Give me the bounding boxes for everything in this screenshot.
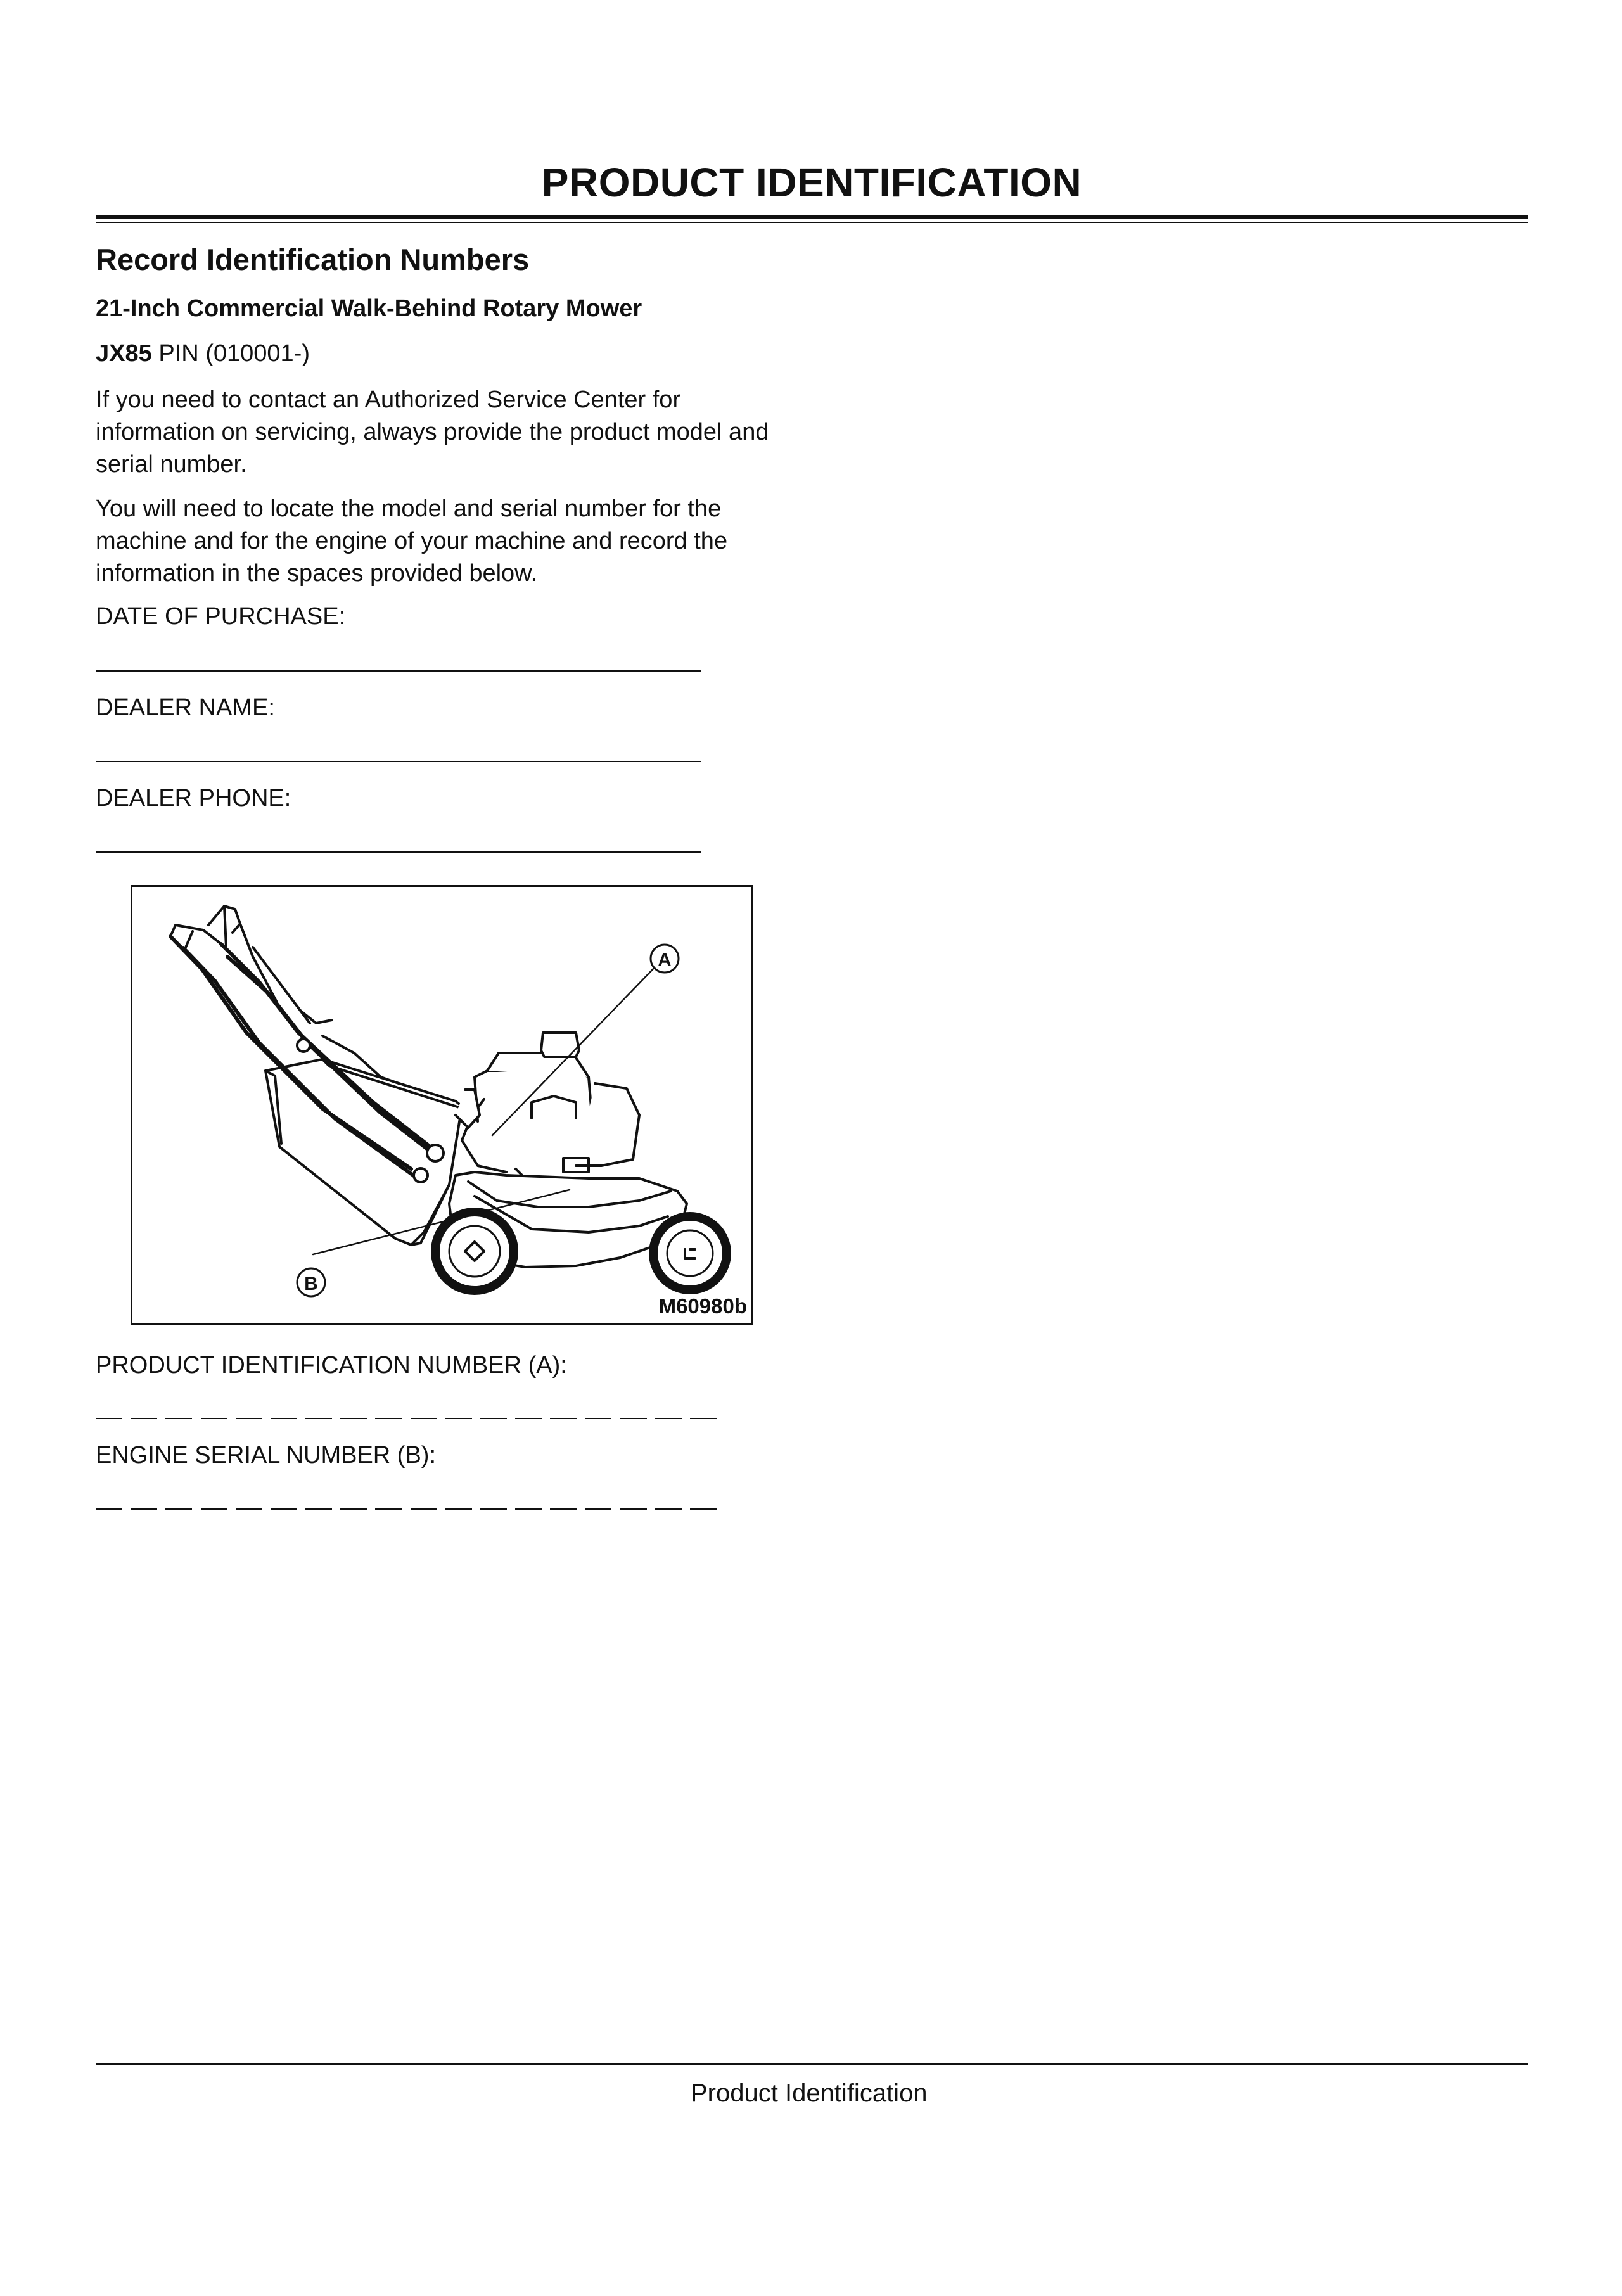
mower-illustration <box>132 887 751 1323</box>
header-rule-thin <box>96 222 1528 223</box>
footer-rule <box>96 2063 1528 2065</box>
paragraph-contact-service: If you need to contact an Authorized Service Center for information on servicing, always provide the product model and serial number. <box>96 386 769 478</box>
dealer-name-label: DEALER NAME: <box>96 694 275 721</box>
page-title: PRODUCT IDENTIFICATION <box>541 160 1082 205</box>
model-line <box>96 339 310 368</box>
engine-serial-label: ENGINE SERIAL NUMBER (B): <box>96 1442 437 1469</box>
pin-range: PIN (010001-) <box>158 340 310 367</box>
model-number: JX85 <box>96 340 152 367</box>
dealer-name-line <box>96 761 701 762</box>
pin-label: PRODUCT IDENTIFICATION NUMBER (A): <box>96 1352 567 1379</box>
footer-text: Product Identification <box>691 2079 928 2107</box>
figure-code: M60980b <box>658 1294 747 1318</box>
callout-b-label: B <box>304 1273 318 1294</box>
header-rule-thick <box>96 215 1528 219</box>
date-of-purchase-label: DATE OF PURCHASE: <box>96 603 346 630</box>
engine-serial-dash-line <box>96 1508 717 1510</box>
product-subheading: 21-Inch Commercial Walk-Behind Rotary Mower <box>96 295 642 322</box>
date-of-purchase-line <box>96 670 701 672</box>
paragraph-locate-serial: You will need to locate the model and serial number for the machine and for the engine of your machine and record the information in the spaces provided below. <box>96 495 728 587</box>
section-heading: Record Identification Numbers <box>96 243 530 276</box>
mower-figure <box>131 885 753 1325</box>
dealer-phone-label: DEALER PHONE: <box>96 785 291 812</box>
callout-a-label: A <box>658 950 672 971</box>
pin-dash-line <box>96 1418 717 1419</box>
dealer-phone-line <box>96 851 701 853</box>
